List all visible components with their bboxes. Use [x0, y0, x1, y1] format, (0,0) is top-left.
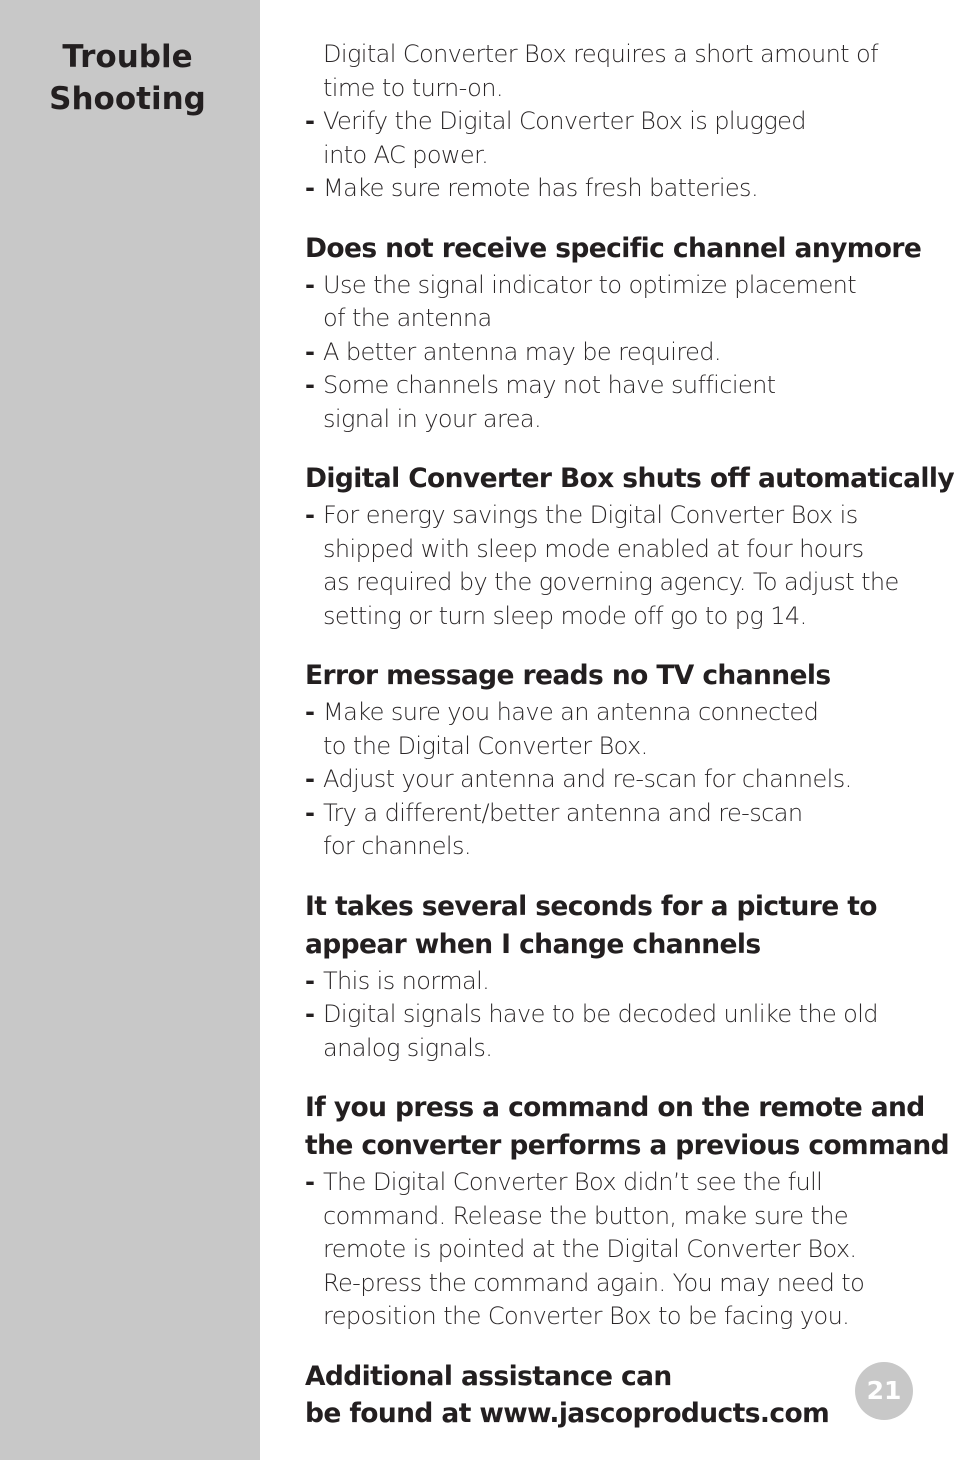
- section-list: [305, 1166, 915, 1334]
- list-item-text: - A better antenna may be required.: [323, 337, 721, 366]
- list-item-text: remote is pointed at the Digital Converter Box.: [323, 1235, 857, 1263]
- list-item-text: command. Release the button, make sure the: [323, 1201, 849, 1230]
- section-heading: [305, 1089, 949, 1165]
- list-item-text: - Make sure you have an antenna connected: [323, 698, 819, 726]
- list-item-text: for channels.: [323, 832, 471, 860]
- list-item-text: of the antenna: [323, 304, 492, 332]
- list-item: [305, 1166, 915, 1334]
- section-heading-line: If you press a command on the remote and: [305, 1092, 925, 1123]
- list-item-text: analog signals.: [323, 1033, 493, 1062]
- list-item: [305, 763, 915, 797]
- section-list: [305, 499, 915, 633]
- list-item: [305, 369, 915, 436]
- intro-text: time to turn-on.: [323, 73, 503, 102]
- list-item-text: into AC power.: [323, 140, 489, 169]
- list-item: [305, 499, 915, 633]
- intro-text: Digital Converter Box requires a short amount of: [323, 40, 878, 68]
- section-heading-line: It takes several seconds for a picture to: [305, 890, 877, 922]
- intro-lines: [305, 38, 915, 105]
- list-item: [305, 105, 915, 172]
- intro-list: [305, 105, 915, 206]
- section-heading: [305, 657, 915, 695]
- footer-note: [305, 1358, 915, 1432]
- section-heading-line: appear when I change channels: [305, 928, 761, 960]
- list-item-text: - Adjust your antenna and re-scan for channels.: [323, 765, 852, 793]
- section-list: [305, 696, 915, 864]
- section-heading-line: Error message reads no TV channels: [305, 660, 831, 691]
- list-item-text: - Verify the Digital Converter Box is plugged: [323, 107, 806, 135]
- list-item-text: reposition the Converter Box to be facing you.: [323, 1302, 850, 1330]
- list-item: [305, 172, 915, 206]
- footer-line: be found at www.jascoproducts.com: [305, 1397, 830, 1429]
- sections: [305, 230, 954, 1334]
- list-item-text: Re-press the command again. You may need to: [323, 1268, 865, 1297]
- section-heading: [305, 230, 922, 268]
- trouble-section: [305, 1089, 949, 1334]
- section-heading: [305, 888, 915, 964]
- list-item-text: setting or turn sleep mode off go to pg 14.: [323, 601, 807, 630]
- section-list: [305, 965, 915, 1066]
- trouble-section: [305, 460, 954, 633]
- section-heading-line: the converter performs a previous command: [305, 1130, 949, 1161]
- section-heading: [305, 460, 954, 498]
- footer-line: Additional assistance can: [305, 1360, 672, 1392]
- list-item-text: as required by the governing agency. To adjust the: [323, 568, 899, 596]
- list-item-text: - Use the signal indicator to optimize placement: [323, 270, 857, 299]
- list-item-text: - Some channels may not have sufficient: [323, 371, 776, 399]
- trouble-section: [305, 230, 922, 437]
- list-item-text: - Make sure remote has fresh batteries.: [323, 174, 758, 202]
- page-number: 21: [855, 1362, 913, 1420]
- list-item: [305, 696, 915, 763]
- list-item: [305, 998, 915, 1065]
- list-item-text: - The Digital Converter Box didn’t see the full: [323, 1168, 823, 1196]
- list-item-text: - Digital signals have to be decoded unlike the old: [323, 1000, 878, 1028]
- intro-block: [305, 38, 915, 206]
- list-item-text: - This is normal.: [323, 966, 490, 995]
- section-list: [305, 269, 915, 437]
- list-item: [305, 269, 915, 336]
- list-item-text: signal in your area.: [323, 404, 542, 433]
- list-item-text: - Try a different/better antenna and re-scan: [323, 798, 803, 827]
- list-item-text: - For energy savings the Digital Converter Box is: [323, 501, 858, 529]
- sidebar: [0, 0, 260, 1460]
- trouble-section: [305, 657, 915, 864]
- list-item: [305, 797, 915, 864]
- section-title: [0, 36, 255, 120]
- trouble-section: [305, 888, 915, 1066]
- list-item: [305, 965, 915, 999]
- section-heading-line: Digital Converter Box shuts off automatically: [305, 463, 954, 494]
- section-title-line: Trouble: [62, 39, 193, 75]
- main-content: [305, 38, 954, 1432]
- section-heading-line: Does not receive specific channel anymore: [305, 232, 922, 264]
- list-item: [305, 336, 915, 370]
- list-item-text: shipped with sleep mode enabled at four hours: [323, 534, 864, 563]
- section-title-line: Shooting: [49, 81, 206, 117]
- list-item-text: to the Digital Converter Box.: [323, 731, 648, 760]
